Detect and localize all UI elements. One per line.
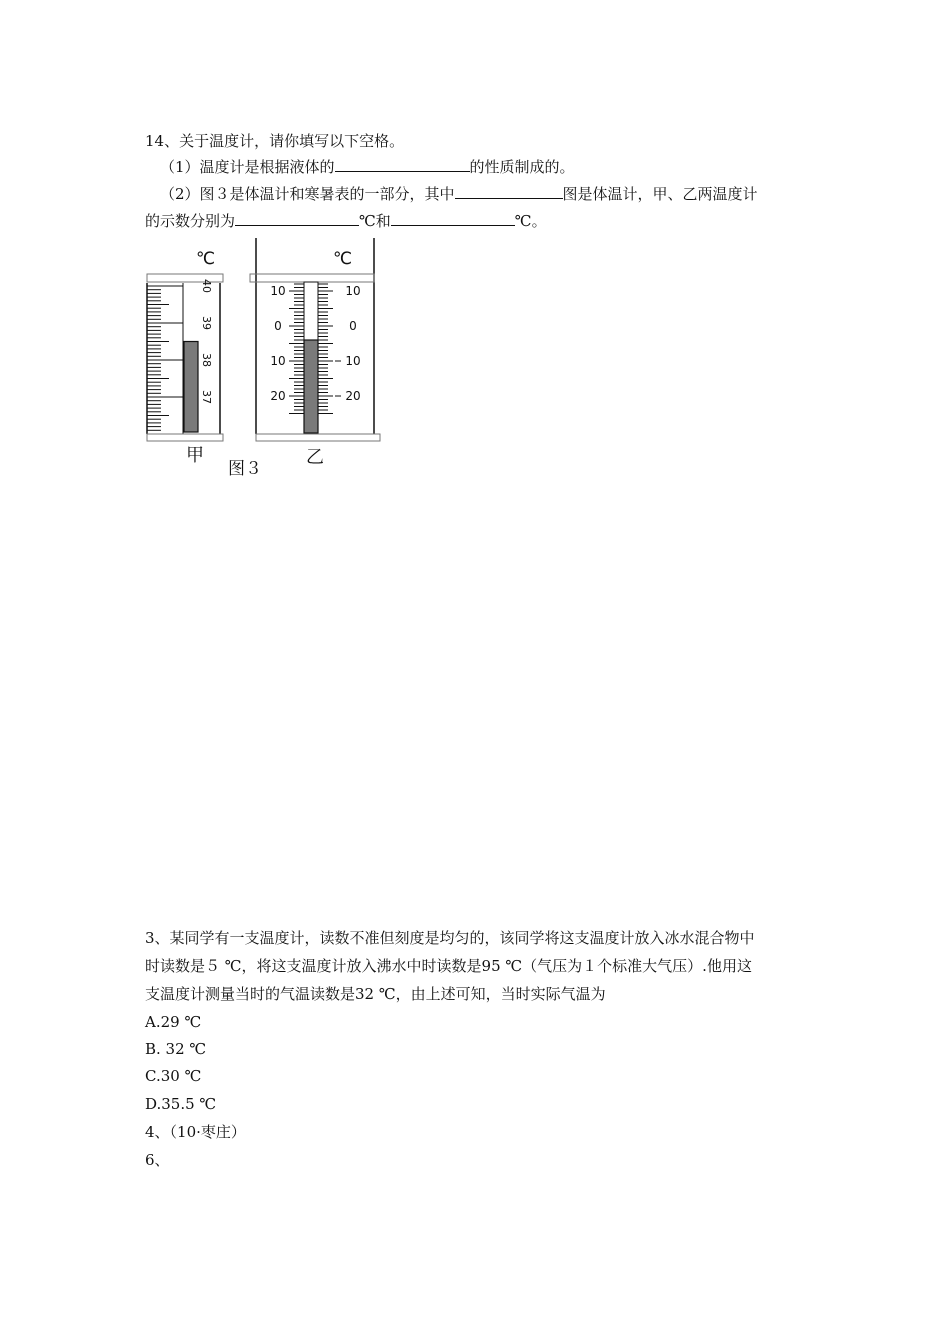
thermometer-figure [140, 234, 385, 479]
jia-mercury-column [184, 342, 198, 433]
q14-part2: （2）图３是体温计和寒暑表的一部分，其中 图是体温计，甲、乙两温度计 [160, 185, 758, 203]
q3-option-c[interactable]: C.30 ℃ [145, 1067, 202, 1085]
jia-unit-label: ℃ [196, 249, 216, 269]
yi-left-tick-label: 20 [270, 389, 286, 403]
answer-blank-4[interactable] [391, 210, 515, 226]
yi-right-tick-label: 10 [345, 284, 361, 298]
jia-tick-marks [147, 286, 183, 430]
yi-top-bar [250, 274, 374, 282]
yi-right-tick-labels [335, 284, 361, 403]
yi-left-tick-label: 10 [270, 284, 286, 298]
jia-tick-label: 39 [200, 316, 213, 330]
yi-left-tick-labels [270, 284, 285, 403]
jia-tick-label: 38 [200, 353, 213, 367]
q3-line-2: 时读数是５ ℃，将这支温度计放入沸水中时读数是95 ℃（气压为１个标准大气压）.他用这 [145, 957, 752, 975]
q3-line-3: 支温度计测量当时的气温读数是32 ℃，由上述可知，当时实际气温为 [145, 985, 606, 1003]
q4-heading: 4、（10·枣庄） [145, 1123, 246, 1141]
yi-left-tick-label: 10 [270, 354, 286, 368]
q3-option-a[interactable]: A.29 ℃ [145, 1013, 202, 1031]
q3-option-d[interactable]: D.35.5 ℃ [145, 1095, 217, 1113]
yi-bottom-bar [256, 434, 380, 441]
yi-right-tick-label: 20 [345, 389, 361, 403]
jia-bottom-bar [147, 434, 223, 441]
q3-option-b[interactable]: B. 32 ℃ [145, 1040, 207, 1058]
q3-line-1: 3、某同学有一支温度计，读数不准但刻度是均匀的，该同学将这支温度计放入冰水混合物中 [145, 929, 755, 947]
jia-tick-label: 37 [200, 390, 213, 404]
yi-mercury-column [304, 340, 318, 433]
jia-tick-labels [200, 279, 213, 404]
answer-blank-1[interactable] [335, 156, 470, 172]
thermometer-yi [250, 238, 380, 468]
answer-blank-3[interactable] [235, 210, 359, 226]
yi-right-tick-label: 0 [349, 319, 357, 333]
yi-label: 乙 [306, 447, 324, 468]
yi-left-tick-label: 0 [274, 319, 282, 333]
yi-right-tick-label: 10 [345, 354, 361, 368]
jia-tick-label: 40 [200, 279, 213, 293]
q6-heading: 6、 [145, 1151, 170, 1169]
jia-label: 甲 [186, 445, 204, 466]
figure-caption: 图３ [228, 459, 262, 479]
q14-title: 14、关于温度计，请你填写以下空格。 [145, 132, 405, 150]
yi-unit-label: ℃ [333, 249, 353, 269]
q14-part2-cont: 的示数分别为 ℃和 ℃。 [145, 212, 547, 230]
answer-blank-2[interactable] [455, 183, 563, 199]
q14-part1: （1）温度计是根据液体的 的性质制成的。 [160, 158, 575, 176]
thermometer-jia [147, 249, 223, 466]
